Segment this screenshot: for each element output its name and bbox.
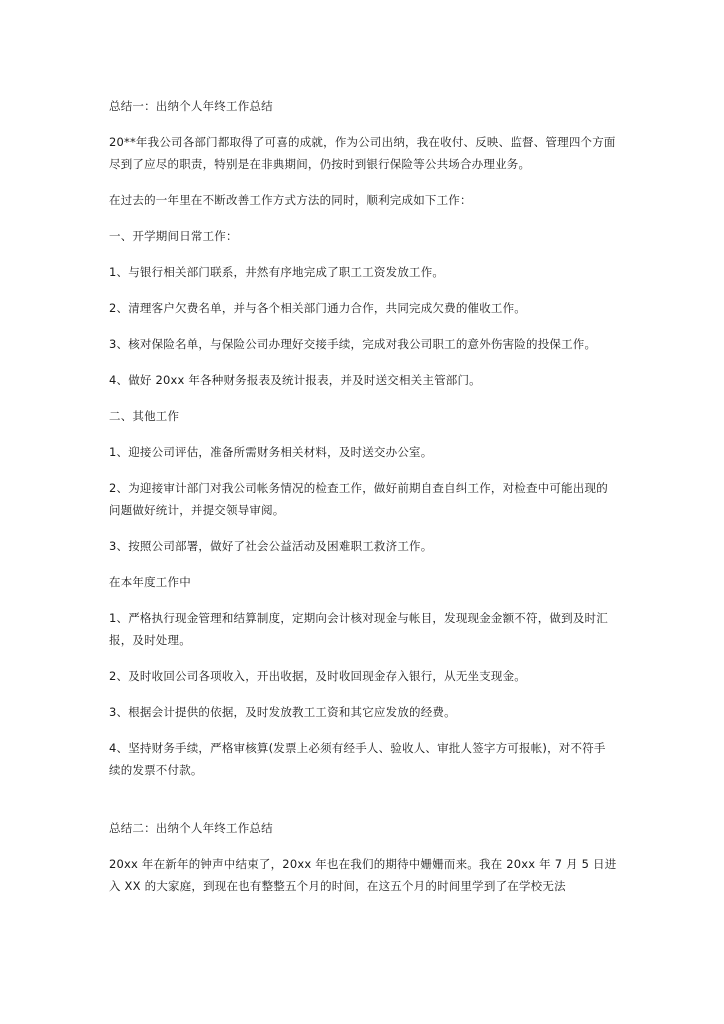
part-2-item: 3、按照公司部署，做好了社会公益活动及困难职工救济工作。: [109, 539, 433, 553]
part-3-heading: 在本年度工作中: [109, 575, 191, 589]
part-2-heading: 二、其他工作: [109, 409, 180, 423]
part-1-heading: 一、开学期间日常工作：: [109, 229, 238, 243]
document-body: [109, 95, 617, 897]
part-3-item: 4、坚持财务手续，严格审核算(发票上必须有经手人、验收人、审批人签字方可报帐)，对不符手续的发票不付款。: [109, 741, 606, 777]
part-3-item: 3、根据会计提供的依据，及时发放教工工资和其它应发放的经费。: [109, 705, 456, 719]
section-1-title: 总结一：出纳个人年终工作总结: [109, 99, 273, 113]
section-1-lead: 在过去的一年里在不断改善工作方式方法的同时，顺利完成如下工作：: [109, 193, 472, 207]
part-1-item: 4、做好 20xx 年各种财务报表及统计报表，并及时送交相关主管部门。: [109, 373, 481, 387]
section-2-title: 总结二：出纳个人年终工作总结: [109, 821, 273, 835]
part-3-item: 2、及时收回公司各项收入，开出收据，及时收回现金存入银行，从无坐支现金。: [109, 669, 527, 683]
part-2-item: 2、为迎接审计部门对我公司帐务情况的检查工作，做好前期自查自纠工作，对检查中可能出现的问题做好统计，并提交领导审阅。: [109, 481, 608, 517]
part-2-item: 1、迎接公司评估，准备所需财务相关材料，及时送交办公室。: [109, 445, 433, 459]
part-1-item: 1、与银行相关部门联系，井然有序地完成了职工工资发放工作。: [109, 265, 445, 279]
part-1-item: 2、清理客户欠费名单，并与各个相关部门通力合作，共同完成欠费的催收工作。: [109, 301, 527, 315]
part-3-item: 1、严格执行现金管理和结算制度，定期向会计核对现金与帐目，发现现金金额不符，做到及时汇报，及时处理。: [109, 611, 608, 647]
section-1-intro: 20**年我公司各部门都取得了可喜的成就，作为公司出纳，我在收付、反映、监督、管理四个方面尽到了应尽的职责，特别是在非典期间，仍按时到银行保险等公共场合办理业务。: [109, 135, 616, 171]
section-2-intro: 20xx 年在新年的钟声中结束了，20xx 年也在我们的期待中姗姗而来。我在 20xx 年 7 月 5 日进入 XX 的大家庭，到现在也有整整五个月的时间，在这五个月的时间里学到了在学校无法: [109, 857, 617, 893]
part-1-item: 3、核对保险名单，与保险公司办理好交接手续，完成对我公司职工的意外伤害险的投保工作。: [109, 337, 597, 351]
